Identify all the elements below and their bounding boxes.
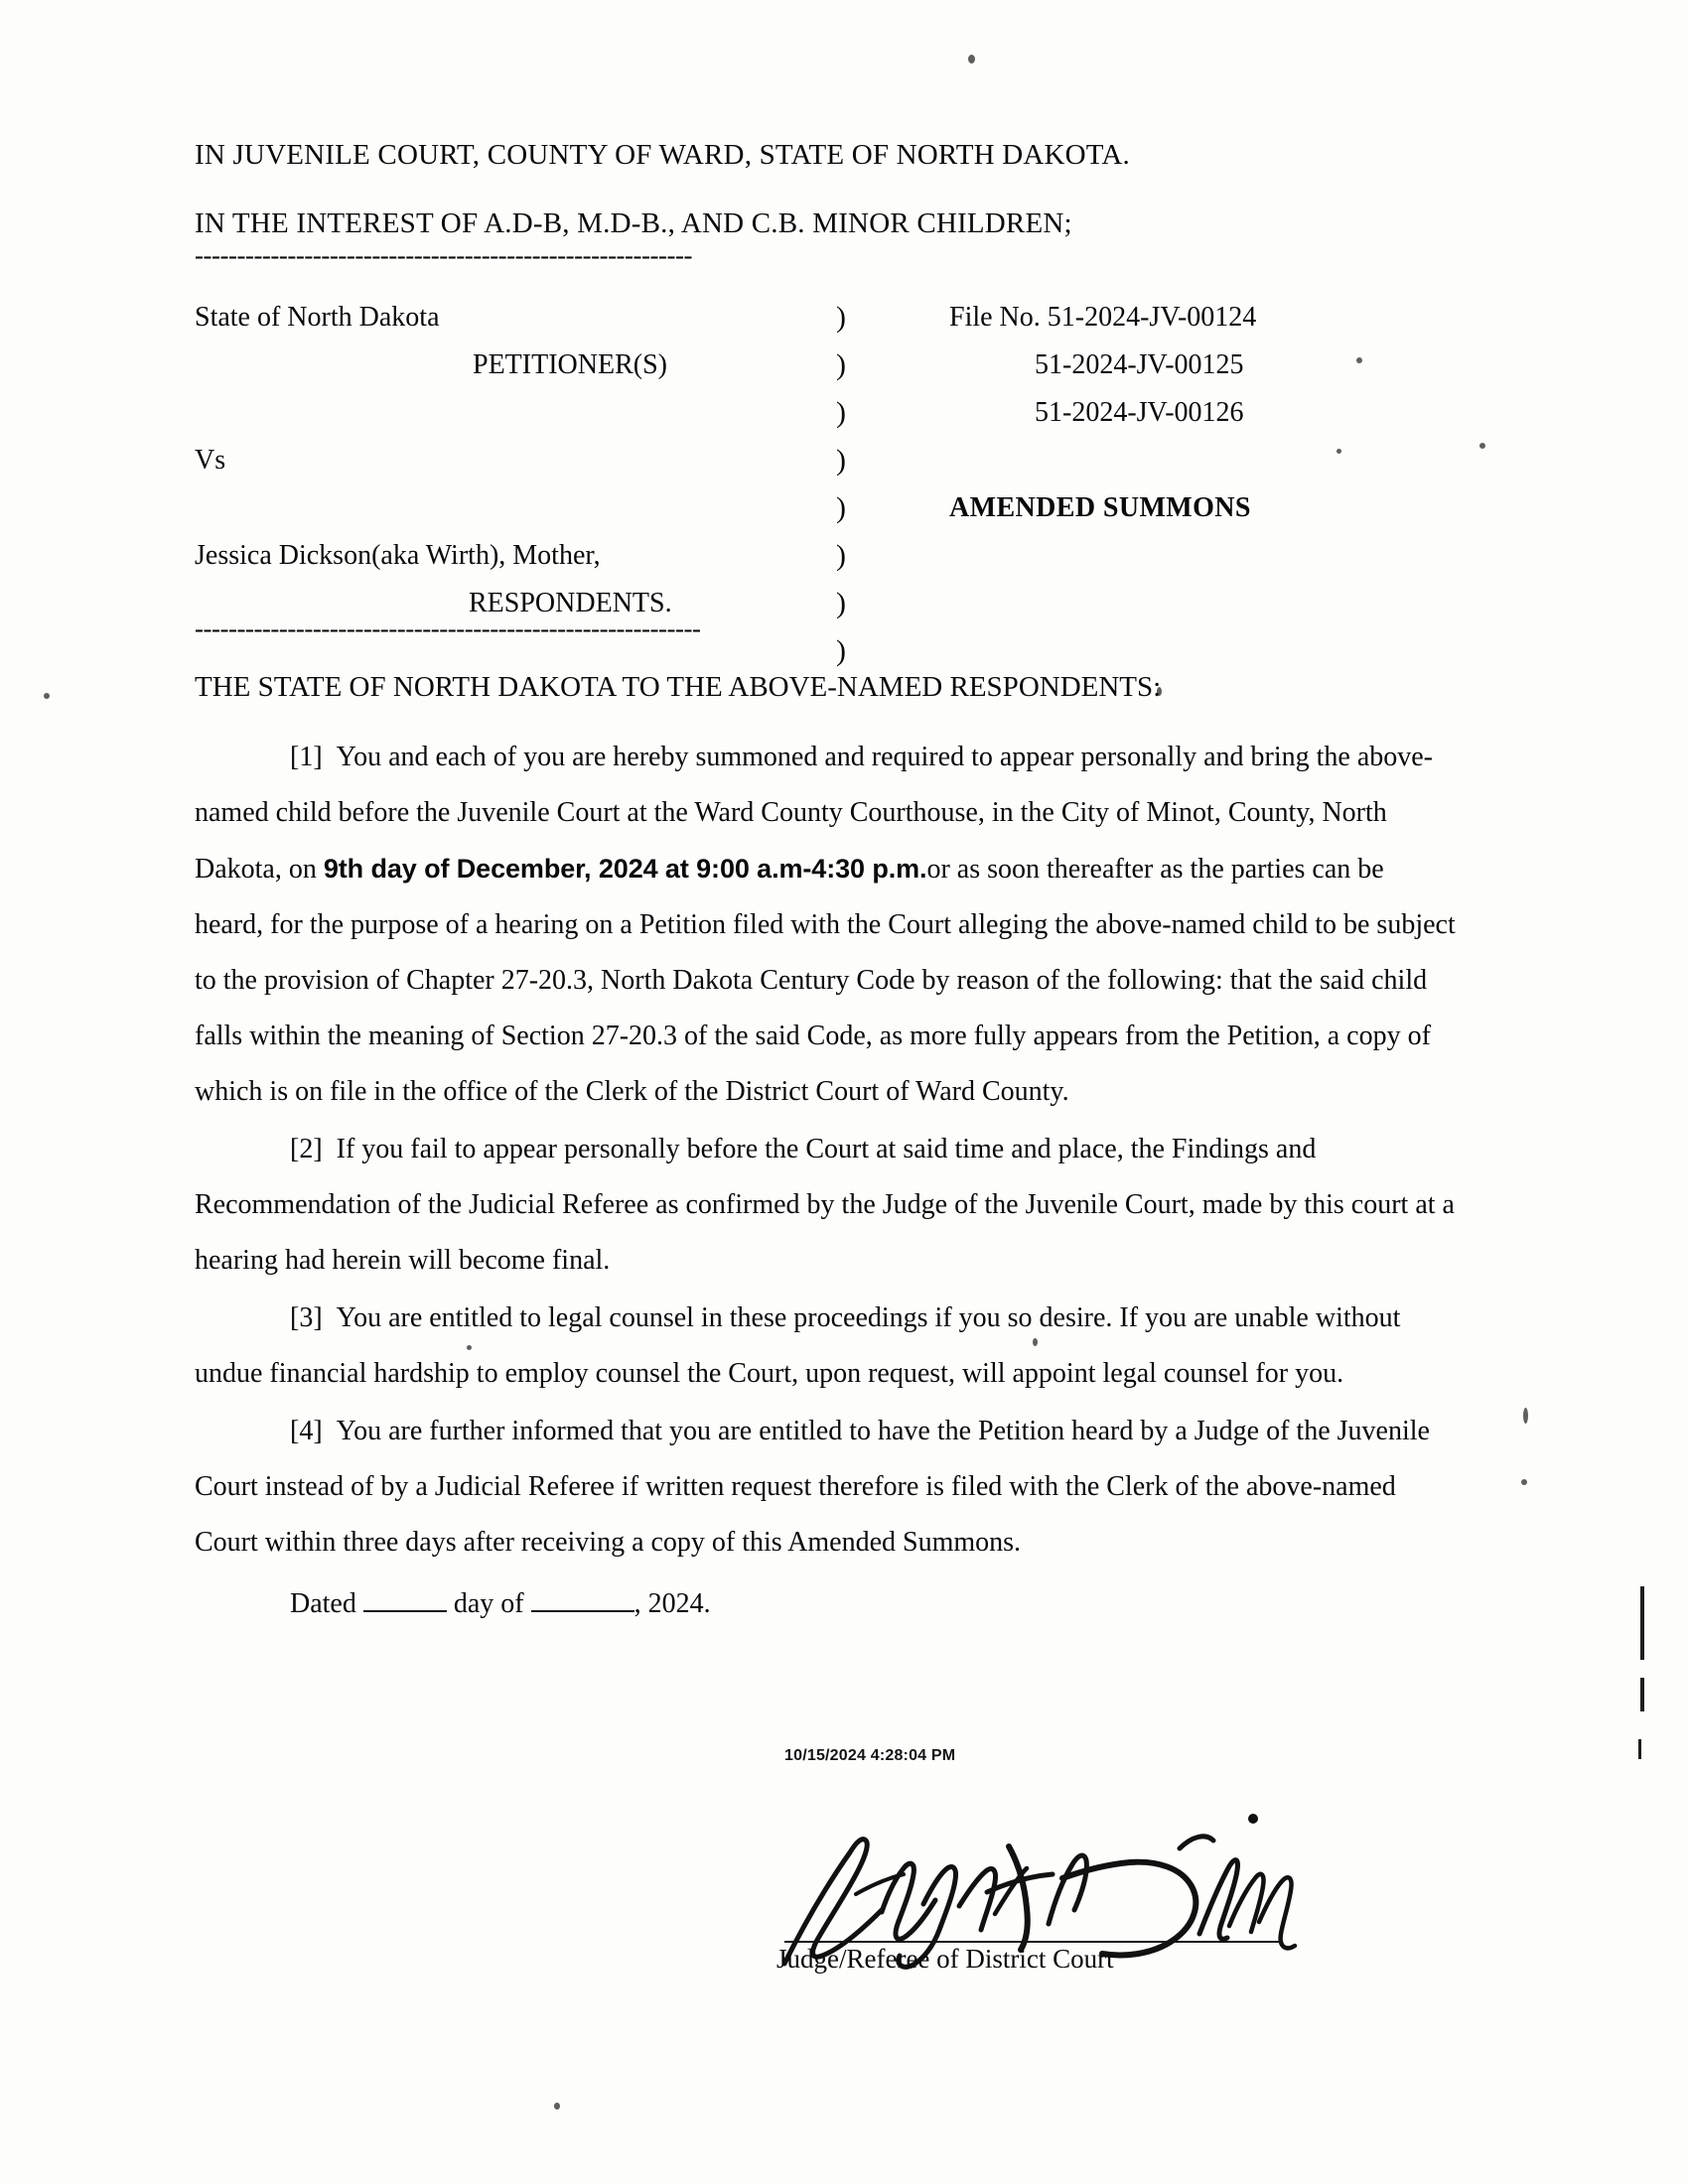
caption-paren: ) [836, 348, 846, 381]
dated-line [195, 1576, 1456, 1632]
scan-speck [44, 693, 50, 699]
caption-spacer [195, 484, 830, 532]
signature-title: Judge/Referee of District Court [776, 1944, 1114, 1974]
paragraph-3 [195, 1291, 1456, 1402]
hearing-datetime: 9th day of December, 2024 at 9:00 a.m-4:30 p.m. [323, 854, 927, 884]
paragraph-4-text: You are further informed that you are entitled to have the Petition heard by a Judge of the Juvenile Court instead of by a Judicial Referee if written request therefore is filed with the Clerk of the above-named Court within three days after receiving a copy of this Amended Summons. [195, 1416, 1430, 1558]
signature-block [776, 1747, 1380, 1974]
court-heading: IN JUVENILE COURT, COUNTY OF WARD, STATE OF NORTH DAKOTA. [195, 139, 1130, 171]
scan-speck [1521, 1479, 1527, 1485]
caption-paren: ) [836, 539, 846, 572]
paragraph-4 [195, 1404, 1456, 1570]
caption-paren: ) [836, 396, 846, 429]
paragraph-3-text: You are entitled to legal counsel in these proceedings if you so desire. If you are unable without undue financial hardship to employ counsel the Court, upon request, will appoint legal counsel for you. [195, 1302, 1401, 1389]
scan-edge-mark [1638, 1739, 1641, 1759]
caption-left-column [195, 294, 830, 627]
dated-year: , 2024. [633, 1588, 711, 1619]
caption-paren: ) [836, 444, 846, 477]
file-number-primary: File No. 51-2024-JV-00124 [949, 302, 1257, 333]
file-number-third: 51-2024-JV-00126 [1035, 397, 1244, 428]
address-line: THE STATE OF NORTH DAKOTA TO THE ABOVE-NAMED RESPONDENTS: [195, 671, 1162, 703]
paragraph-1-text-after: or as soon thereafter as the parties can be heard, for the purpose of a hearing on a Petition filed with the Court alleging the above-named child to be subject to the provision of Chapter 27-20.3, North Dakota Century Code by reason of the following: that the said child falls within the meaning of Section 27-20.3 of the said Code, as more fully appears from the Petition, a copy of which is on file in the office of the Clerk of the District Court of Ward County. [195, 854, 1456, 1107]
paragraph-1-text-before: You and each of you are hereby summoned and required to appear personally and bring the above-named child before the Juvenile Court at the Ward County Courthouse, in the City of Minot, County, North Dakota, on [195, 742, 1434, 885]
paragraph-2 [195, 1122, 1456, 1289]
caption-right-column [949, 294, 1446, 532]
paragraph-1-number: [1] [290, 742, 323, 772]
respondent-label: RESPONDENTS. [469, 588, 672, 618]
document-body [195, 139, 1456, 1632]
dated-day-of-label: day of [453, 1588, 524, 1619]
paragraph-3-number: [3] [290, 1302, 323, 1333]
scan-edge-mark [1640, 1678, 1644, 1711]
dated-month-blank [531, 1584, 634, 1612]
scan-speck [1479, 443, 1485, 449]
caption-spacer [195, 389, 830, 437]
signature-timestamp: 10/15/2024 4:28:04 PM [784, 1747, 956, 1764]
document-title: AMENDED SUMMONS [949, 492, 1251, 523]
divider-bottom: ------------------------------------------------------------ [195, 615, 701, 641]
divider-top: ----------------------------------------------------------- [195, 242, 692, 268]
scan-speck [1523, 1408, 1528, 1424]
case-caption [195, 294, 1456, 667]
caption-spacer [949, 437, 1446, 484]
scan-speck [554, 2103, 560, 2110]
file-number-second: 51-2024-JV-00125 [1035, 349, 1244, 380]
caption-paren-column [836, 294, 876, 675]
scan-speck [968, 55, 975, 64]
signature-rule [784, 1941, 1281, 1943]
scan-edge-mark [1640, 1586, 1644, 1660]
paragraph-1 [195, 730, 1456, 1120]
caption-paren: ) [836, 587, 846, 619]
petitioner-name: State of North Dakota [195, 302, 440, 333]
respondent-name: Jessica Dickson(aka Wirth), Mother, [195, 540, 601, 571]
dated-label: Dated [290, 1588, 356, 1619]
paragraph-2-text: If you fail to appear personally before the Court at said time and place, the Findings and Recommendation of the Judicial Referee as confirmed by the Judge of the Juvenile Court, made by this court at a hearing had herein will become final. [195, 1134, 1455, 1276]
petitioner-label: PETITIONER(S) [473, 349, 667, 380]
interest-heading: IN THE INTEREST OF A.D-B, M.D-B., AND C.B. MINOR CHILDREN; [195, 207, 1072, 239]
paragraph-2-number: [2] [290, 1134, 323, 1164]
dated-day-blank [363, 1584, 447, 1612]
caption-paren: ) [836, 491, 846, 524]
caption-paren: ) [836, 634, 846, 667]
caption-paren: ) [836, 301, 846, 334]
paragraph-4-number: [4] [290, 1416, 323, 1446]
versus-label: Vs [195, 445, 226, 476]
